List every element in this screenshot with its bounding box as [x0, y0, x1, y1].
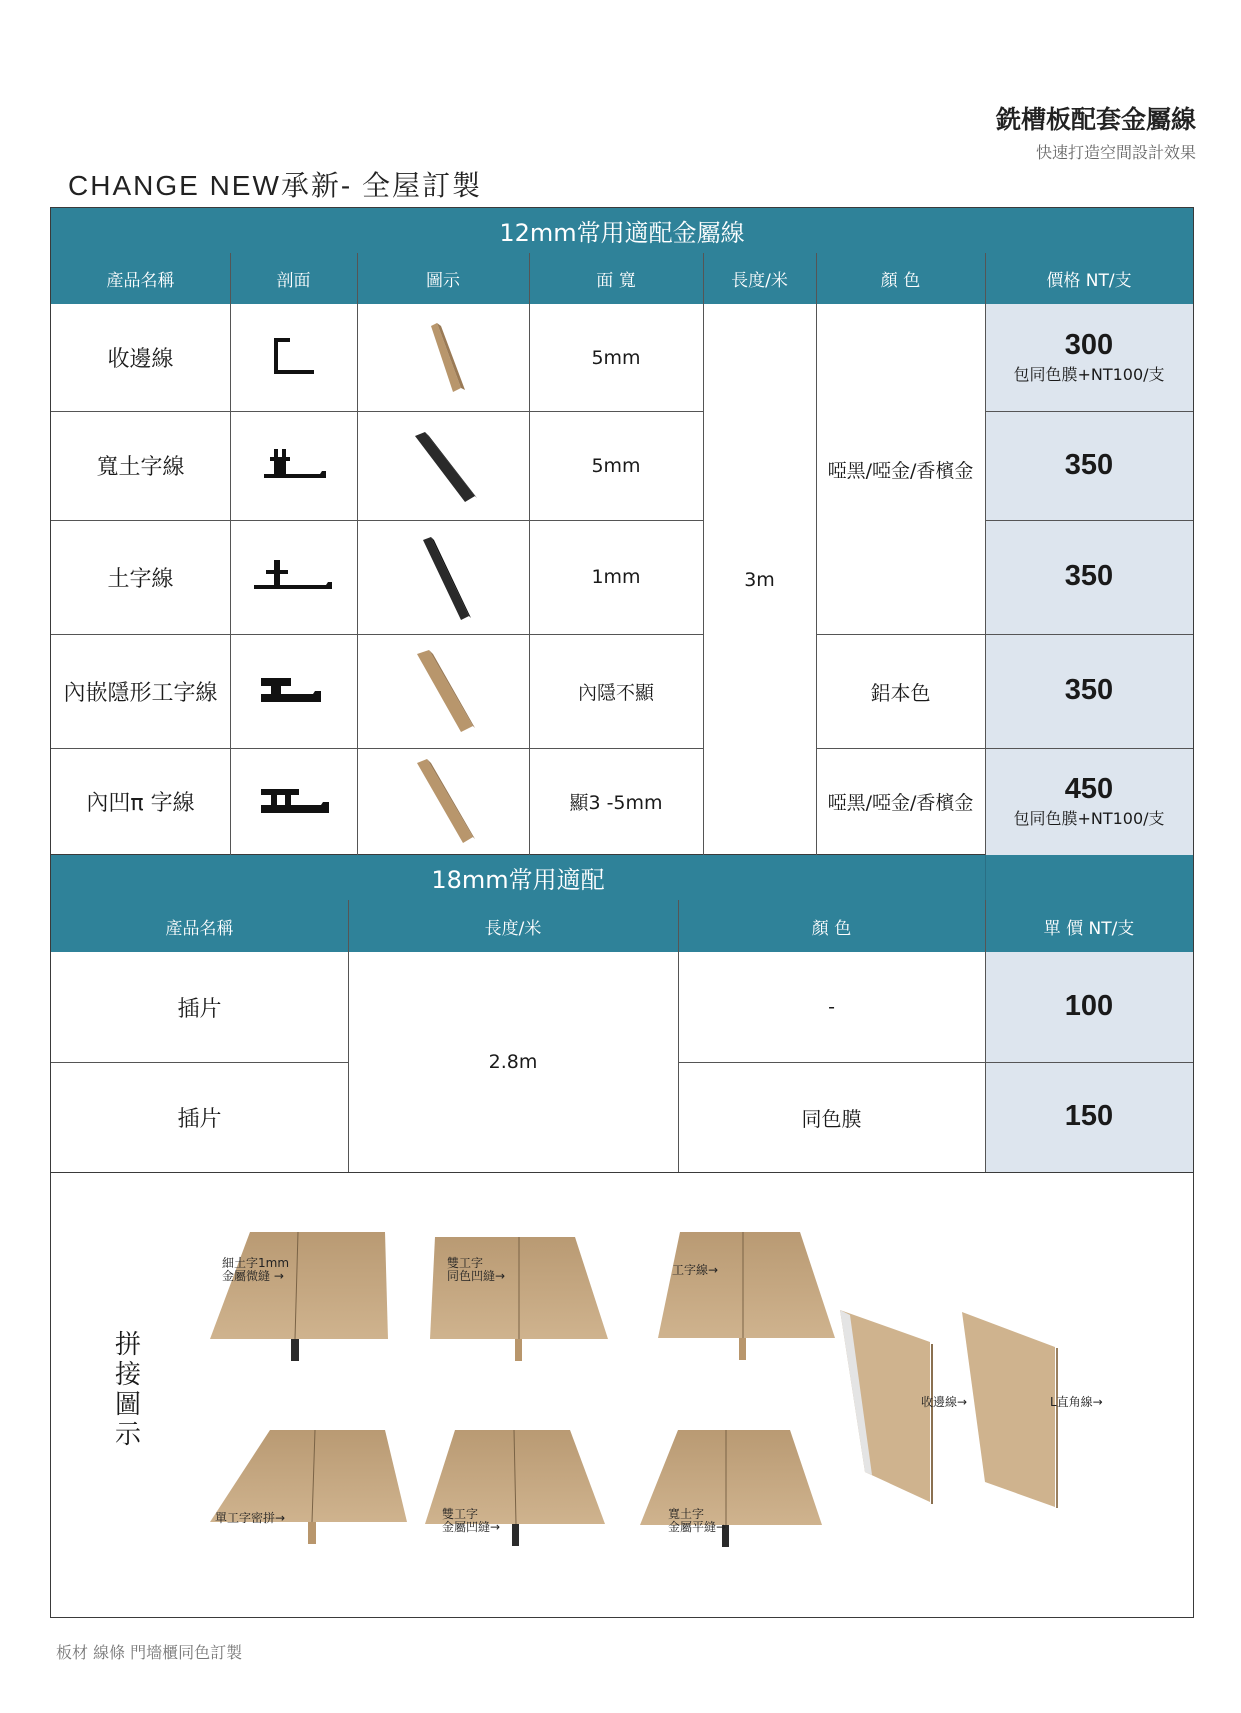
col-header-color: 顏 色	[880, 271, 921, 291]
product-image	[357, 748, 529, 855]
table-band-title: 18mm常用適配	[51, 855, 985, 900]
panel-thin-t-joint	[210, 1232, 388, 1361]
color-value: 同色膜	[801, 1106, 862, 1131]
footer-text: 板材 線條 門墻櫃同色訂製	[56, 1643, 243, 1662]
product-image	[357, 304, 529, 411]
price-cell	[985, 520, 1193, 634]
product-name: 土字線	[107, 566, 174, 592]
product-name: 內嵌隱形工字線	[63, 680, 218, 706]
table-band-title: 12mm常用適配金屬線	[51, 208, 1193, 253]
label-edge-trim: 收邊線→	[921, 1395, 968, 1409]
label-i-line-joint: 工字線→	[672, 1263, 719, 1277]
panel-single-i-flush	[210, 1430, 407, 1544]
label-double-i-metal: 雙工字 金屬凹縫→	[442, 1507, 501, 1534]
section-profile-icon	[230, 748, 357, 855]
product-image	[357, 634, 529, 748]
product-name: 寬土字線	[96, 455, 185, 480]
length-value: 2.8m	[488, 1051, 538, 1073]
price-cell	[985, 304, 1193, 411]
color-value: 啞黑/啞金/香檳金	[827, 459, 974, 482]
panel-edge-trim	[840, 1310, 932, 1504]
price-value: 350	[1064, 674, 1114, 707]
col-header-name: 產品名稱	[106, 271, 175, 291]
product-image	[357, 520, 529, 634]
face-width: 1mm	[591, 566, 641, 588]
price-cell	[985, 634, 1193, 748]
panel-l-corner	[962, 1312, 1057, 1508]
price-cell	[985, 748, 1193, 855]
label-l-corner: L直角線→	[1050, 1395, 1103, 1409]
splicing-diagram-illustrations	[50, 1172, 1194, 1618]
price-value: 300	[1064, 329, 1114, 362]
col-header-name: 產品名稱	[165, 918, 234, 939]
price-cell	[985, 952, 1193, 1062]
product-name: 收邊線	[107, 347, 174, 372]
color-value: 鋁本色	[870, 680, 931, 705]
color-value: -	[828, 996, 835, 1018]
price-value: 350	[1064, 448, 1114, 481]
section-profile-icon	[230, 634, 357, 748]
face-width: 內隱不顯	[577, 681, 654, 704]
metal-lines-table-12mm	[50, 207, 1194, 855]
col-header-price: 價格 NT/支	[1046, 271, 1132, 291]
col-header-width: 面 寬	[596, 271, 636, 291]
panel-i-line-joint	[658, 1232, 835, 1360]
length-value: 3m	[744, 568, 775, 591]
price-value: 100	[1064, 990, 1114, 1023]
inserts-table-18mm	[50, 855, 1194, 1173]
price-note: 包同色膜+NT100/支	[1013, 808, 1165, 828]
col-header-color: 顏 色	[811, 918, 852, 939]
col-header-image: 圖示	[426, 271, 460, 291]
page-title: 銑槽板配套金屬線	[995, 105, 1196, 134]
splicing-diagram-title: 拼 接 圖 示	[114, 1330, 141, 1450]
product-name: 插片	[177, 1106, 222, 1132]
col-header-length: 長度/米	[484, 918, 542, 939]
price-value: 150	[1064, 1100, 1114, 1133]
col-header-section: 剖面	[276, 271, 311, 291]
price-cell	[985, 411, 1193, 520]
price-value: 450	[1064, 773, 1114, 806]
face-width: 5mm	[591, 346, 641, 369]
price-note: 包同色膜+NT100/支	[1013, 364, 1165, 384]
section-profile-icon	[230, 520, 357, 634]
col-header-price: 單 價 NT/支	[1043, 918, 1135, 939]
color-value: 啞黑/啞金/香檳金	[827, 792, 974, 814]
col-header-length: 長度/米	[731, 271, 788, 291]
product-name: 插片	[177, 996, 222, 1022]
label-double-i-joint: 雙工字 同色凹縫→	[447, 1256, 506, 1283]
section-profile-icon	[230, 411, 357, 520]
section-profile-icon	[230, 304, 357, 411]
product-name: 內凹π 字線	[86, 791, 195, 816]
label-wide-t-metal: 寬土字 金屬平縫→	[668, 1507, 727, 1534]
page-subtitle: 快速打造空間設計效果	[1035, 143, 1196, 162]
face-width: 顯3 -5mm	[569, 792, 663, 814]
brand-title: CHANGE NEW承新- 全屋訂製	[68, 170, 483, 201]
label-single-i-flush: 單工字密拼→	[215, 1511, 286, 1525]
product-image	[357, 411, 529, 520]
price-cell	[985, 1062, 1193, 1172]
label-thin-t-joint: 細土字1mm 金屬微縫 →	[222, 1256, 290, 1283]
face-width: 5mm	[591, 454, 641, 477]
price-value: 350	[1064, 560, 1114, 593]
